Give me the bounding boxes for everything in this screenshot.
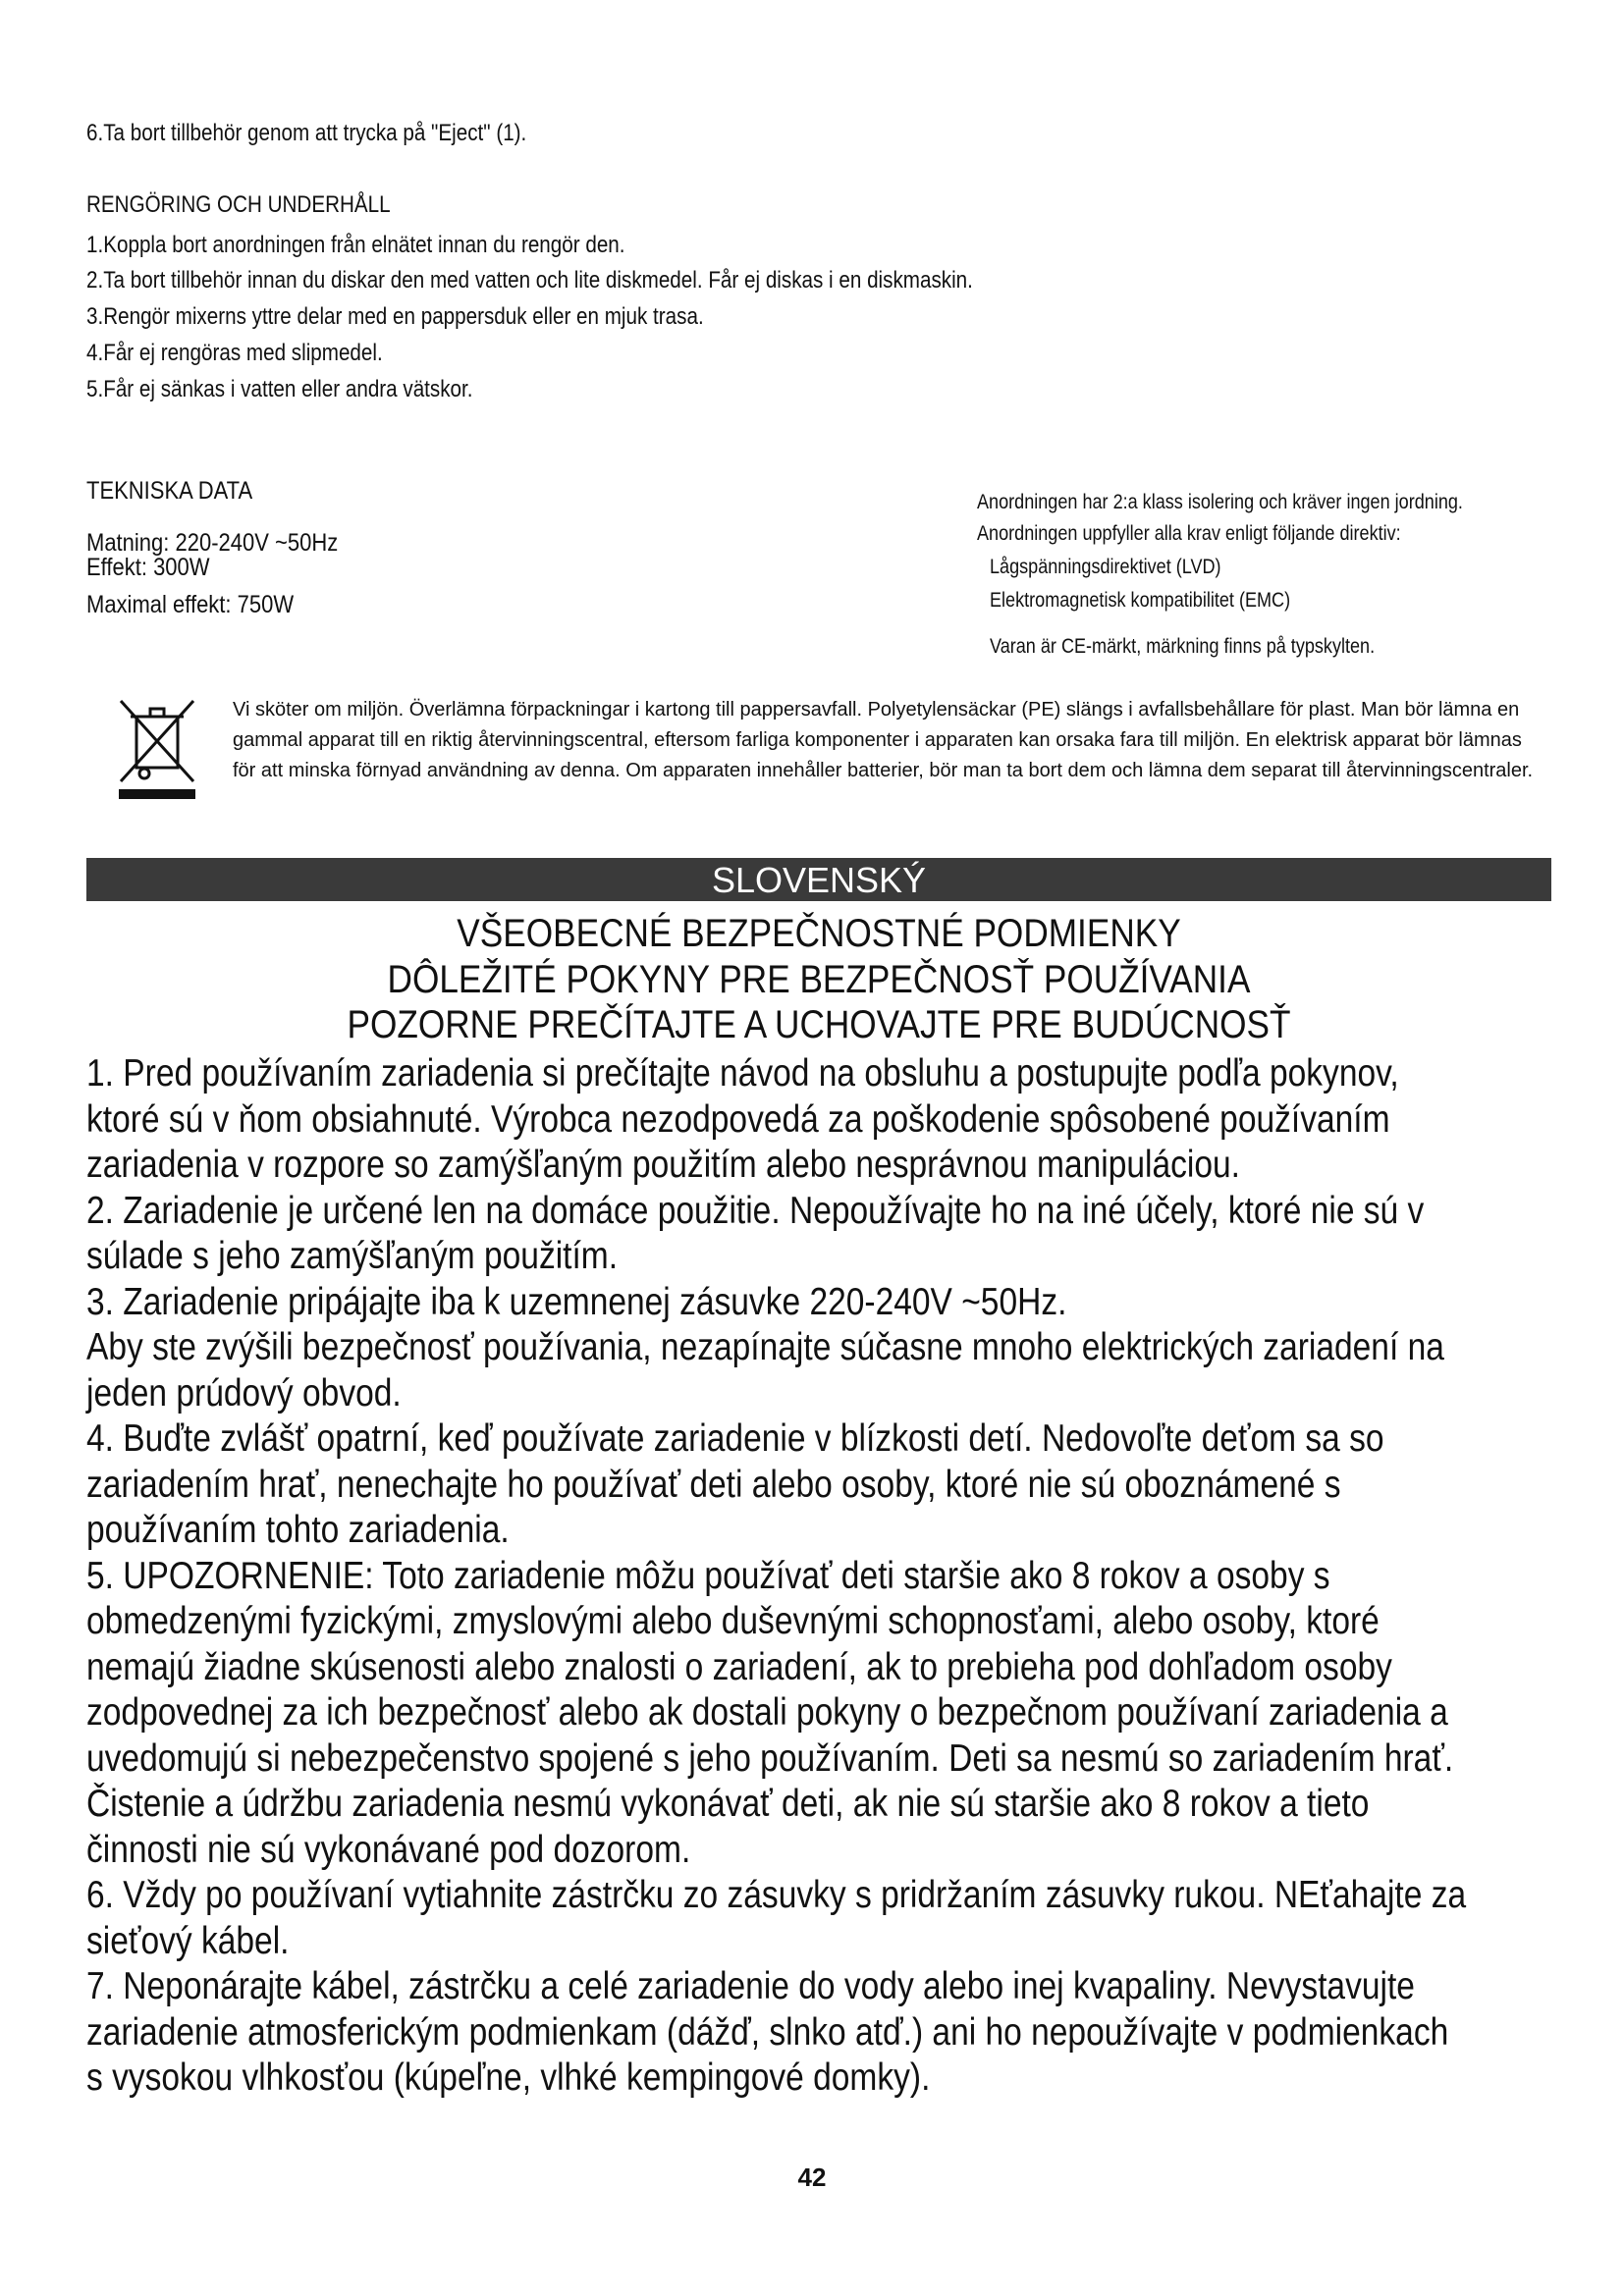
- body-line: zariadením hrať, nenechajte ho používať deti alebo osoby, ktoré nie sú oboznámené s: [86, 1463, 1341, 1506]
- body-line: uvedomujú si nebezpečenstvo spojené s jeho používaním. Deti sa nesmú so zariadením hrať.: [86, 1736, 1454, 1780]
- body-line: Čistenie a údržbu zariadenia nesmú vykonávať deti, ak nie sú staršie ako 8 rokov a tieto: [86, 1783, 1370, 1825]
- body-line: zariadenia v rozpore so zamýšľaným použitím alebo nesprávnou manipuláciou.: [86, 1144, 1240, 1186]
- compliance-line-1: Anordningen har 2:a klass isolering och kräver ingen jordning.: [977, 491, 1463, 513]
- environment-notice: Vi sköter om miljön. Överlämna förpackningar i kartong till pappersavfall. Polyetylensäckar (PE) slängs i avfallsbehållare för plast. Man bör lämna en gammal apparat till en riktig återvinningscentral, eftersom farliga komponenter i apparaten kan orsaka fara till miljön. En elektrisk apparat bör lämnas för att minska förnyad användning av denna. Om apparaten innehåller batterier, bör man ta bort dem och lämna dem separat till återvinningscentraler.: [233, 699, 1534, 781]
- body-line: sieťový kábel.: [86, 1919, 290, 1962]
- body-line: 5. UPOZORNENIE: Toto zariadenie môžu používať deti staršie ako 8 rokov a osoby s: [86, 1554, 1330, 1597]
- cleaning-item-5: 5.Får ej sänkas i vatten eller andra vätskor.: [86, 376, 473, 402]
- body-line: 2. Zariadenie je určené len na domáce použitie. Nepoužívajte ho na iné účely, ktoré nie sú v: [86, 1189, 1425, 1232]
- safety-title-2: DÔLEŽITÉ POKYNY PRE BEZPEČNOSŤ POUŽÍVANIA: [387, 958, 1251, 1001]
- compliance-line-3: Lågspänningsdirektivet (LVD): [990, 556, 1221, 578]
- cleaning-item-4: 4.Får ej rengöras med slipmedel.: [86, 340, 383, 366]
- cleaning-item-1: 1.Koppla bort anordningen från elnätet innan du rengör den.: [86, 232, 625, 258]
- body-line: ktoré sú v ňom obsiahnuté. Výrobca nezodpovedá za poškodenie spôsobené používaním: [86, 1097, 1390, 1141]
- body-line: s vysokou vlhkosťou (kúpeľne, vlhké kempingové domky).: [86, 2056, 931, 2099]
- compliance-line-5: Varan är CE-märkt, märkning finns på typskylten.: [990, 635, 1376, 658]
- body-line: zodpovednej za ich bezpečnosť alebo ak dostali pokyny o bezpečnom používaní zariadenia a: [86, 1691, 1448, 1734]
- body-line: 6. Vždy po používaní vytiahnite zástrčku zo zásuvky s pridržaním zásuvky rukou. NEťahajte za: [86, 1874, 1467, 1916]
- body-line: zariadenie atmosferickým podmienkam (dážď, slnko atď.) ani ho nepoužívajte v podmienkach: [86, 2010, 1449, 2054]
- body-line: 7. Neponárajte kábel, zástrčku a celé zariadenie do vody alebo inej kvapaliny. Nevystavujte: [86, 1965, 1415, 2007]
- body-line: 3. Zariadenie pripájajte iba k uzemnenej zásuvke 220-240V ~50Hz.: [86, 1280, 1067, 1323]
- body-line: 4. Buďte zvlášť opatrní, keď používate zariadenie v blízkosti detí. Nedovoľte deťom sa so: [86, 1417, 1384, 1460]
- weee-crossed-bin-icon: [113, 695, 201, 803]
- body-line: používaním tohto zariadenia.: [86, 1509, 510, 1551]
- body-line: obmedzenými fyzickými, zmyslovými alebo duševnými schopnosťami, alebo osoby, ktoré: [86, 1600, 1380, 1642]
- language-banner-label: SLOVENSKÝ: [711, 860, 927, 900]
- tech-supply: Matning: 220-240V ~50Hz: [86, 529, 339, 557]
- compliance-line-2: Anordningen uppfyller alla krav enligt följande direktiv:: [977, 522, 1401, 545]
- safety-body: [86, 1051, 1551, 2102]
- body-line: súlade s jeho zamýšľaným použitím.: [86, 1235, 619, 1277]
- cleaning-item-3: 3.Rengör mixerns yttre delar med en pappersduk eller en mjuk trasa.: [86, 303, 704, 330]
- page-number: 42: [797, 2163, 827, 2192]
- eject-instruction: 6.Ta bort tillbehör genom att trycka på "Eject" (1).: [86, 120, 527, 146]
- safety-title-1: VŠEOBECNÉ BEZPEČNOSTNÉ PODMIENKY: [457, 912, 1181, 955]
- body-line: 1. Pred používaním zariadenia si prečítajte návod na obsluhu a postupujte podľa pokynov,: [86, 1052, 1399, 1095]
- body-line: činnosti nie sú vykonávané pod dozorom.: [86, 1828, 691, 1871]
- language-banner: [86, 858, 1551, 901]
- body-line: Aby ste zvýšili bezpečnosť používania, nezapínajte súčasne mnoho elektrických zariadení na: [86, 1326, 1444, 1368]
- compliance-line-4: Elektromagnetisk kompatibilitet (EMC): [990, 589, 1291, 612]
- body-line: jeden prúdový obvod.: [86, 1371, 402, 1415]
- tech-power: Effekt: 300W: [86, 554, 210, 581]
- cleaning-item-2: 2.Ta bort tillbehör innan du diskar den med vatten och lite diskmedel. Får ej diskas i en diskmaskin.: [86, 267, 973, 294]
- tech-heading: TEKNISKA DATA: [86, 477, 253, 505]
- tech-max-power: Maximal effekt: 750W: [86, 591, 295, 618]
- safety-title-3: POZORNE PREČÍTAJTE A UCHOVAJTE PRE BUDÚCNOSŤ: [347, 1003, 1291, 1046]
- cleaning-heading: RENGÖRING OCH UNDERHÅLL: [86, 191, 391, 218]
- body-line: nemajú žiadne skúsenosti alebo znalosti o zariadení, ak to prebieha pod dohľadom osoby: [86, 1645, 1392, 1688]
